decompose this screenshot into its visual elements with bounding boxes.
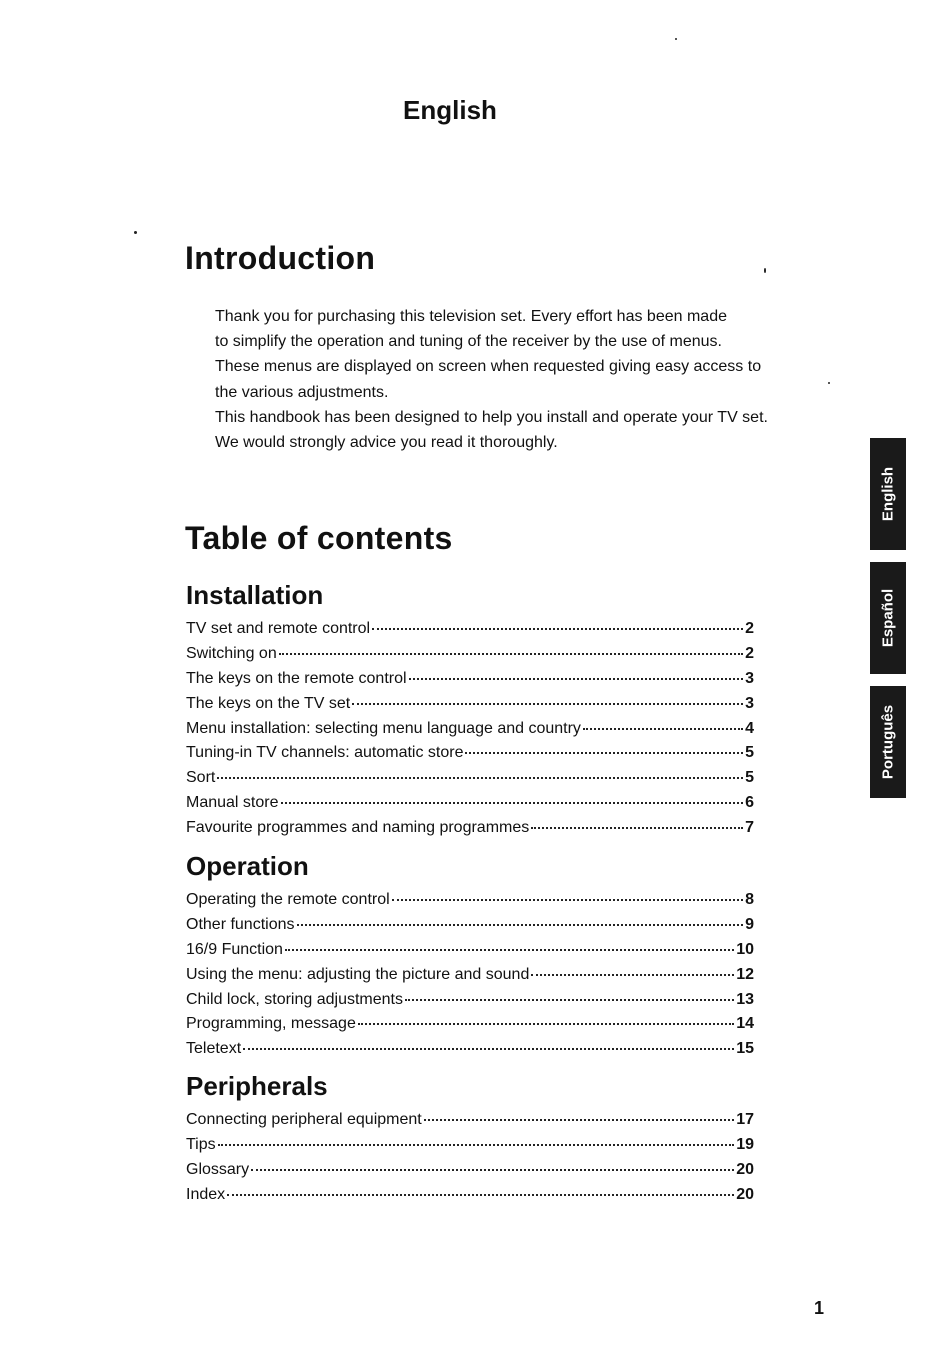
entry-page: 4 bbox=[745, 719, 754, 737]
toc-entry[interactable] bbox=[186, 913, 754, 938]
entry-text: 16/9 Function bbox=[186, 940, 283, 958]
entry-page: 3 bbox=[745, 694, 754, 712]
scan-speck bbox=[764, 268, 766, 273]
toc-entry[interactable] bbox=[186, 741, 754, 766]
section-title: Installation bbox=[186, 580, 324, 610]
toc-entry[interactable] bbox=[186, 692, 754, 717]
entry-page: 8 bbox=[745, 891, 754, 908]
entry-text: Sort bbox=[186, 769, 216, 787]
toc-entry[interactable] bbox=[186, 1183, 754, 1208]
entry-text: Tuning-in TV channels: automatic store bbox=[186, 744, 464, 762]
section-title: Operation bbox=[186, 851, 309, 881]
entry-text: Operating the remote control bbox=[186, 891, 390, 908]
entry-text: Index bbox=[186, 1185, 226, 1203]
toc-entry[interactable] bbox=[186, 888, 754, 913]
language-tab-espanol[interactable] bbox=[870, 562, 906, 674]
entry-page: 2 bbox=[745, 644, 754, 662]
entry-text: Favourite programmes and naming programmes bbox=[186, 819, 530, 837]
entry-text: The keys on the TV set bbox=[186, 694, 351, 712]
toc-section-operation bbox=[186, 851, 754, 1062]
entry-text: Manual store bbox=[186, 794, 279, 812]
entry-page: 10 bbox=[736, 940, 754, 958]
scan-speck bbox=[675, 38, 677, 40]
toc-entry[interactable] bbox=[186, 717, 754, 742]
intro-line: Thank you for purchasing this television set. Every effort has been made bbox=[215, 308, 727, 325]
intro-line: We would strongly advice you read it thoroughly. bbox=[215, 434, 558, 452]
language-tab-label: Español bbox=[879, 588, 897, 648]
toc-entry[interactable] bbox=[186, 1133, 754, 1158]
entry-page: 5 bbox=[745, 744, 754, 762]
entry-page: 7 bbox=[745, 819, 754, 837]
entry-page: 5 bbox=[745, 769, 754, 787]
scan-speck bbox=[828, 382, 830, 384]
intro-line: to simplify the operation and tuning of the receiver by the use of menus. bbox=[215, 333, 722, 351]
intro-line: the various adjustments. bbox=[215, 383, 389, 401]
toc-entry[interactable] bbox=[186, 816, 754, 841]
entry-text: Glossary bbox=[186, 1160, 250, 1178]
entry-page: 6 bbox=[745, 794, 754, 812]
toc-section-peripherals bbox=[186, 1071, 754, 1208]
entry-page: 15 bbox=[736, 1040, 754, 1058]
entry-text: Child lock, storing adjustments bbox=[186, 990, 403, 1008]
toc-entry[interactable] bbox=[186, 963, 754, 988]
introduction-body bbox=[215, 304, 815, 455]
intro-line: This handbook has been designed to help you install and operate your TV set. bbox=[215, 408, 768, 426]
entry-text: Connecting peripheral equipment bbox=[186, 1111, 422, 1128]
section-title: Peripherals bbox=[186, 1071, 328, 1101]
entry-text: Using the menu: adjusting the picture and sound bbox=[186, 965, 530, 983]
entry-text: Programming, message bbox=[186, 1015, 356, 1033]
toc-entry[interactable] bbox=[186, 938, 754, 963]
toc-entry[interactable] bbox=[186, 988, 754, 1013]
toc-entry[interactable] bbox=[186, 791, 754, 816]
entry-page: 2 bbox=[745, 620, 754, 637]
toc-title: Table of contents bbox=[185, 520, 453, 556]
toc-section-installation bbox=[186, 580, 754, 841]
entry-page: 14 bbox=[736, 1015, 754, 1033]
entry-page: 20 bbox=[736, 1160, 754, 1178]
page-number: 1 bbox=[814, 1298, 825, 1318]
introduction-title: Introduction bbox=[185, 240, 376, 276]
entry-page: 12 bbox=[736, 965, 754, 983]
toc-entry[interactable] bbox=[186, 1158, 754, 1183]
entry-text: Switching on bbox=[186, 644, 277, 662]
entry-page: 13 bbox=[736, 990, 754, 1008]
toc-entry[interactable] bbox=[186, 766, 754, 791]
language-tab-label: English bbox=[879, 466, 897, 522]
entry-page: 3 bbox=[745, 669, 754, 687]
entry-text: Menu installation: selecting menu language and country bbox=[186, 719, 581, 737]
entry-text: The keys on the remote control bbox=[186, 669, 407, 687]
entry-page: 20 bbox=[736, 1185, 754, 1203]
entry-page: 9 bbox=[745, 915, 754, 933]
entry-text: TV set and remote control bbox=[186, 620, 371, 637]
entry-text: Other functions bbox=[186, 915, 295, 933]
entry-text: Tips bbox=[186, 1135, 216, 1153]
toc-entry[interactable] bbox=[186, 1037, 754, 1062]
toc-entry[interactable] bbox=[186, 667, 754, 692]
language-tab-portugues[interactable] bbox=[870, 686, 906, 798]
language-tab-english[interactable] bbox=[870, 438, 906, 550]
language-tab-label: Português bbox=[879, 704, 897, 780]
entry-page: 19 bbox=[736, 1135, 754, 1153]
language-heading: English bbox=[403, 95, 497, 125]
toc-entry[interactable] bbox=[186, 1108, 754, 1133]
entry-text: Teletext bbox=[186, 1040, 242, 1058]
toc-entry[interactable] bbox=[186, 642, 754, 667]
toc-entry[interactable] bbox=[186, 617, 754, 642]
toc-entry[interactable] bbox=[186, 1012, 754, 1037]
scan-speck bbox=[134, 231, 137, 234]
entry-page: 17 bbox=[736, 1111, 754, 1128]
intro-line: These menus are displayed on screen when requested giving easy access to bbox=[215, 358, 762, 376]
